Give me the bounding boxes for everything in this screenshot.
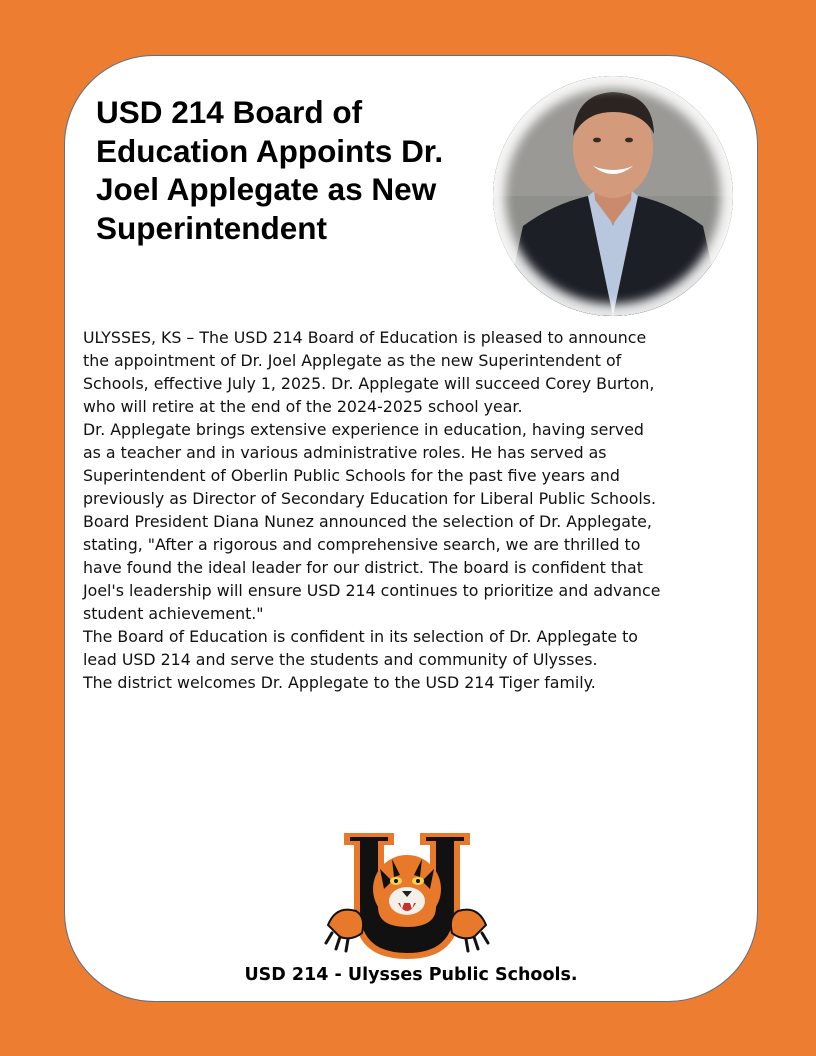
superintendent-portrait: [493, 76, 733, 316]
paragraph: Board President Diana Nunez announced the selection of Dr. Applegate, stating, "After a rigorous and comprehensive search, we are thrilled to have found the ideal leader for our district. The board is confident that Joel's leadership will ensure USD 214 continues to prioritize and advance student achievement.": [83, 512, 661, 623]
footer-text: USD 214 - Ulysses Public Schools.: [244, 965, 578, 985]
headline: USD 214 Board of Education Appoints Dr. Joel Applegate as New Superintendent: [96, 94, 444, 246]
tiger-u-logo: [322, 829, 492, 963]
paragraph: The Board of Education is confident in its selection of Dr. Applegate to lead USD 214 and serve the students and community of Ulysses.: [83, 627, 638, 669]
paragraph: The district welcomes Dr. Applegate to the USD 214 Tiger family.: [83, 673, 596, 692]
paragraph: Dr. Applegate brings extensive experience in education, having served as a teacher and in various administrative roles. He has served as Superintendent of Oberlin Public Schools for the past five years and previously as Director of Secondary Education for Liberal Public Schools.: [83, 420, 657, 508]
tiger-head-icon: [373, 855, 441, 923]
paragraph: ULYSSES, KS – The USD 214 Board of Education is pleased to announce the appointment of Dr. Joel Applegate as the new Superintendent of Schools, effective July 1, 2025. Dr. Applegate will succeed Corey Burton, who will retire at the end of the 2024-2025 school year.: [83, 328, 655, 416]
article-body: [83, 326, 663, 694]
